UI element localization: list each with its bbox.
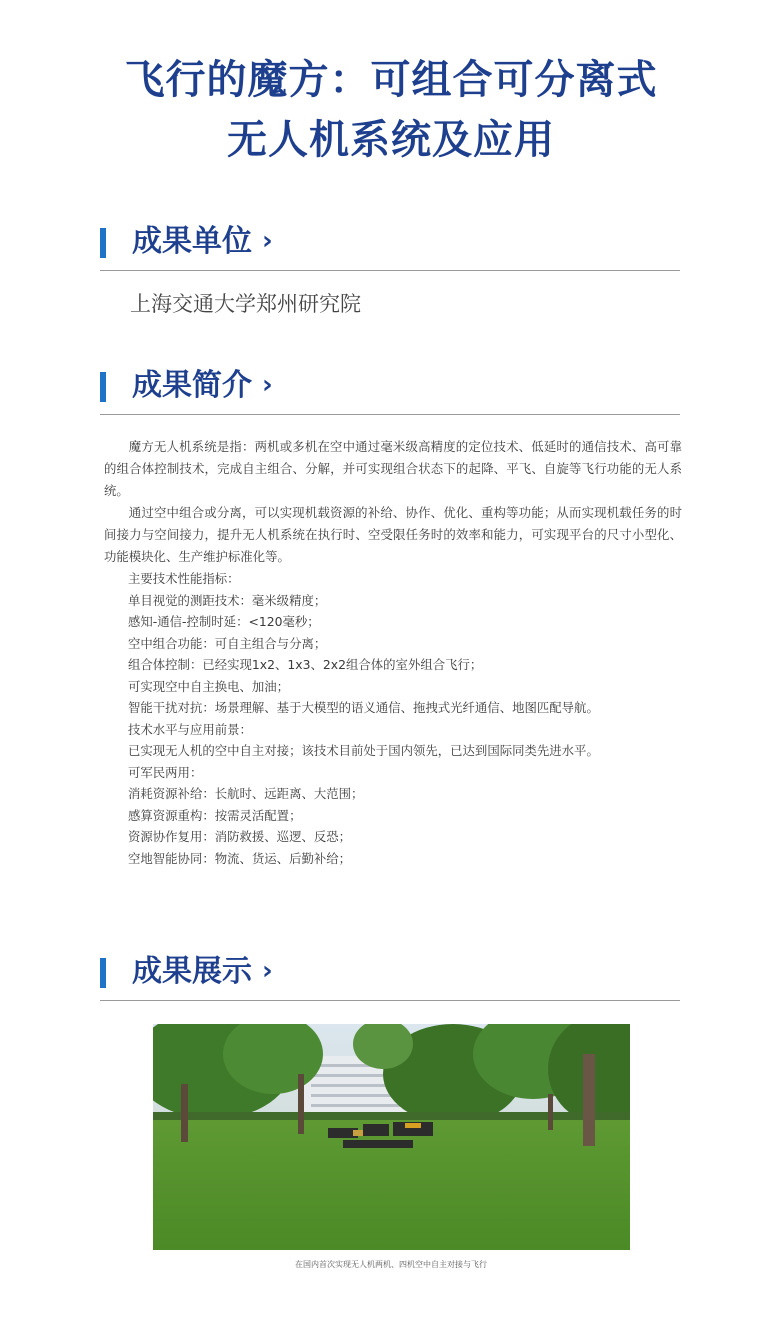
page-title — [0, 50, 782, 170]
chevron-right-icon: › — [262, 370, 273, 400]
spec-item: 资源协作复用：消防救援、巡逻、反恐； — [128, 829, 352, 844]
spec-item: 已实现无人机的空中自主对接；该技术目前处于国内领先，已达到国际同类先进水平。 — [128, 743, 599, 758]
spec-item: 单目视觉的测距技术：毫米级精度； — [128, 592, 327, 608]
section-title-intro: 成果简介 › — [132, 364, 273, 407]
chevron-right-icon: › — [262, 956, 273, 986]
spec-item: 智能干扰对抗：场景理解、基于大模型的语义通信、拖拽式光纤通信、地图匹配导航。 — [128, 700, 599, 715]
chevron-right-icon: › — [262, 226, 273, 256]
section-header-showcase — [100, 954, 680, 1001]
section-accent-bar — [100, 372, 106, 402]
section-accent-bar — [100, 958, 106, 988]
section-accent-bar — [100, 228, 106, 258]
spec-item: 消耗资源补给：长航时、远距离、大范围； — [128, 786, 364, 801]
spec-item: 感知-通信-控制时延：<120毫秒； — [128, 614, 320, 629]
intro-paragraph: 魔方无人机系统是指：两机或多机在空中通过毫米级高精度的定位技术、低延时的通信技术、高可靠的组合体控制技术，完成自主组合、分解，并可实现组合状态下的起降、平飞、自旋等飞行功能的无人系统。 — [104, 439, 682, 498]
page-title-line-1: 飞行的魔方：可组合可分离式 — [124, 57, 658, 103]
spec-item: 组合体控制：已经实现1x2、1x3、2x2组合体的室外组合飞行； — [128, 657, 483, 672]
spec-item: 感算资源重构：按需灵活配置； — [128, 807, 302, 823]
photo-caption: 在国内首次实现无人机两机、四机空中自主对接与飞行 — [295, 1260, 487, 1269]
intro-paragraph: 通过空中组合或分离，可以实现机载资源的补给、协作、优化、重构等功能；从而实现机载任务的时间接力与空间接力，提升无人机系统在执行时、空受限任务时的效率和能力，可实现平台的尺寸小型化、功能模块化、生产维护标准化等。 — [104, 505, 682, 564]
intro-body — [104, 436, 682, 869]
spec-item: 主要技术性能指标： — [128, 571, 240, 586]
spec-item: 可军民两用： — [128, 764, 203, 780]
spec-item: 空中组合功能：可自主组合与分离； — [128, 635, 327, 651]
section-header-intro — [100, 368, 680, 415]
spec-item: 技术水平与应用前景： — [128, 721, 252, 737]
page-title-line-2: 无人机系统及应用 — [227, 117, 555, 163]
section-title-showcase: 成果展示 › — [132, 950, 273, 993]
section-header-unit — [100, 224, 680, 271]
showcase-photo — [153, 1024, 630, 1250]
organization-name: 上海交通大学郑州研究院 — [130, 292, 361, 316]
spec-item: 空地智能协同：物流、货运、后勤补给； — [128, 850, 352, 866]
spec-item: 可实现空中自主换电、加油； — [128, 678, 290, 694]
section-title-unit: 成果单位 › — [132, 220, 273, 263]
drone-lawn-photo — [153, 1024, 630, 1250]
